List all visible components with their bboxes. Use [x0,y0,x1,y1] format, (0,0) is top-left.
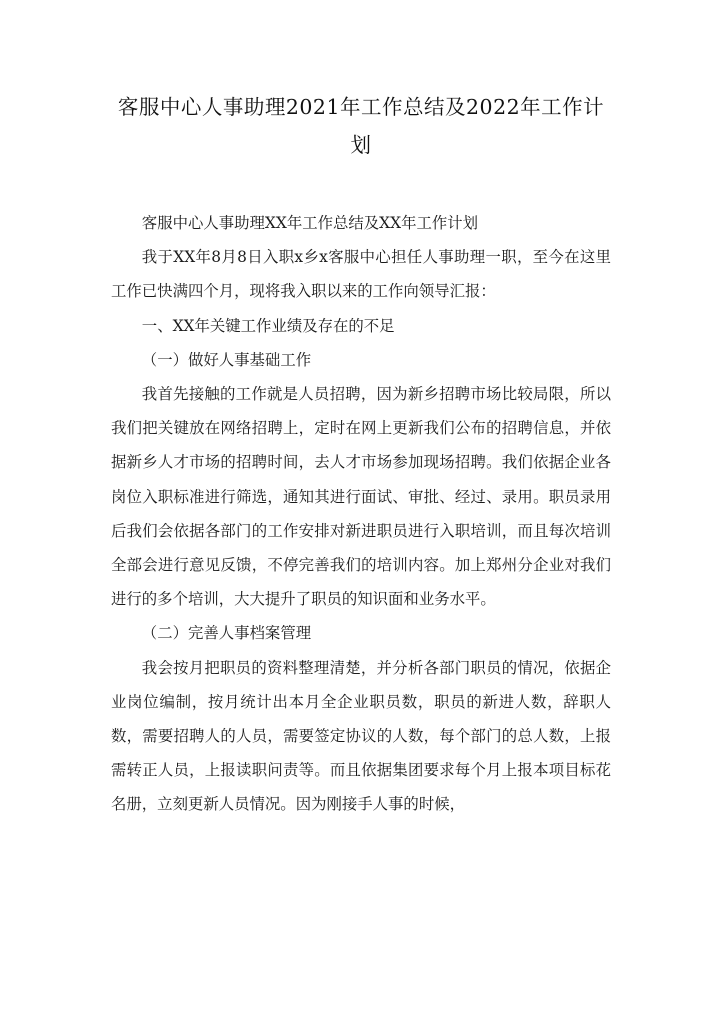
document-body [111,206,611,822]
subsection-heading: （二）完善人事档案管理 [141,624,312,643]
body-paragraph: 我首先接触的工作就是人员招聘，因为新乡招聘市场比较局限，所以我们把关键放在网络招聘上，定时在网上更新我们公布的招聘信息，并依据新乡人才市场的招聘时间，去人才市场参加现场招聘。我们依据企业各岗位入职标准进行筛选，通知其进行面试、审批、经过、录用。职员录用后我们会依据各部门的工作安排对新进职员进行入职培训，而且每次培训全部会进行意见反馈，不停完善我们的培训内容。加上郑州分企业对我们进行的多个培训，大大提升了职员的知识面和业务水平。 [111,385,611,609]
section-heading: 一、XX年关键工作业绩及存在的不足 [141,316,395,335]
body-subtitle: 客服中心人事助理XX年工作总结及XX年工作计划 [141,214,479,232]
subsection-heading: （一）做好人事基础工作 [141,350,312,369]
document-title: 客服中心人事助理2021年工作总结及2022年工作计划 [117,95,605,157]
body-paragraph: 我于XX年8月8日入职x乡x客服中心担任人事助理一职，至今在这里工作已快满四个月，现将我入职以来的工作向领导汇报： [111,248,611,301]
body-paragraph: 我会按月把职员的资料整理清楚，并分析各部门职员的情况，依据企业岗位编制，按月统计出本月全企业职员数，职员的新进人数，辞职人数，需要招聘人的人员，需要签定协议的人数，每个部门的总人数，上报需转正人员，上报读职问责等。而且依据集团要求每个月上报本项目标花名册，立刻更新人员情况。因为刚接手人事的时候， [111,658,611,814]
